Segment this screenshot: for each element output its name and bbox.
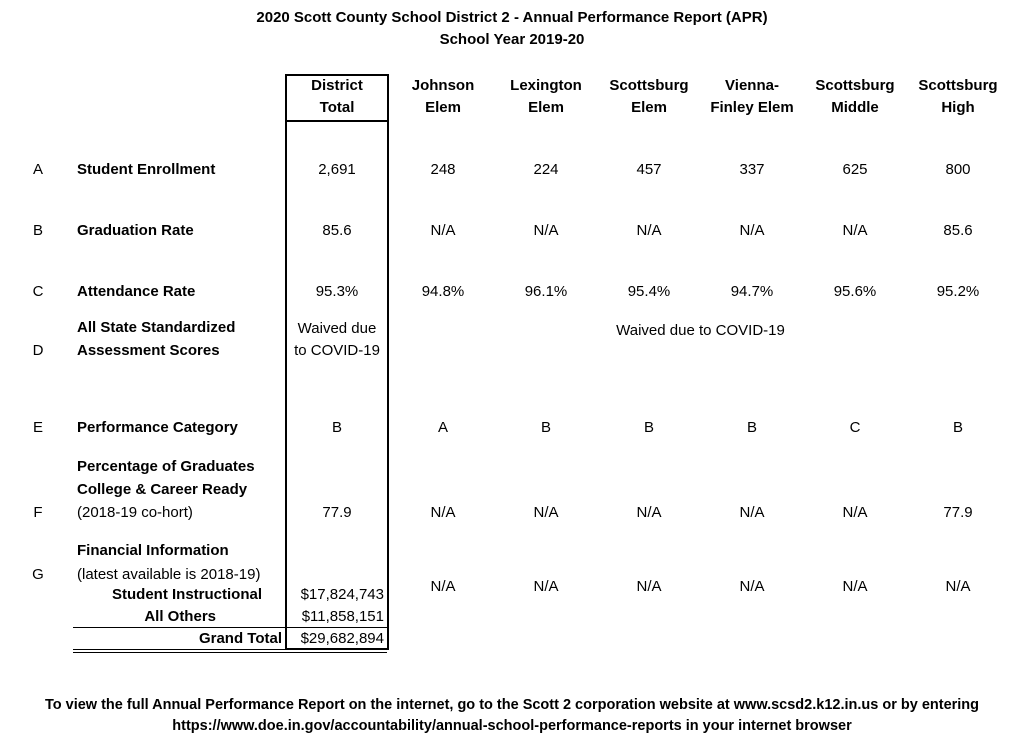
cell-f-scottsburg-elem: N/A <box>636 504 662 521</box>
row-letter-a: A <box>32 161 43 178</box>
cell-b-vienna-finley: N/A <box>739 222 765 239</box>
fin-label-all-others: All Others <box>144 608 216 625</box>
col-header-scottsburg-high <box>905 75 1011 119</box>
fin-label-instructional: Student Instructional <box>112 586 262 603</box>
cell-g-lexington: N/A <box>533 578 559 595</box>
fin-value-grand-total: $29,682,894 <box>300 630 384 647</box>
row-label-graduates-line3: (2018-19 co-hort) <box>77 504 193 521</box>
fin-label-grand-total: Grand Total <box>198 630 282 647</box>
cell-f-johnson: N/A <box>430 504 456 521</box>
cell-g-vienna-finley: N/A <box>739 578 765 595</box>
col-header-lexington <box>493 75 599 119</box>
col-header-johnson <box>390 75 496 119</box>
cell-f-lexington: N/A <box>533 504 559 521</box>
fin-value-instructional: $17,824,743 <box>300 586 384 603</box>
cell-b-scottsburg-high: 85.6 <box>943 222 973 239</box>
footer-line1: To view the full Annual Performance Report on the internet, go to the Scott 2 corporation website at www.scsd2.k12.in.us or by entering <box>44 697 980 713</box>
cell-b-lexington: N/A <box>533 222 559 239</box>
cell-b-district: 85.6 <box>322 222 352 239</box>
col-header-line1: Lexington <box>510 77 582 94</box>
col-header-line1: Scottsburg <box>815 77 895 94</box>
cell-d-schools-waived: Waived due to COVID-19 <box>616 322 785 339</box>
row-label-graduation-rate: Graduation Rate <box>77 222 194 239</box>
cell-a-vienna-finley: 337 <box>739 161 765 178</box>
col-header-scottsburg-elem <box>596 75 702 119</box>
row-letter-d: D <box>32 342 44 359</box>
grand-total-double-rule-2 <box>73 652 387 653</box>
cell-c-district: 95.3% <box>315 283 359 300</box>
footer-line2: https://www.doe.in.gov/accountability/annual-school-performance-reports in your internet browser <box>172 718 852 734</box>
col-header-line1: District <box>311 77 363 94</box>
row-label-attendance-rate: Attendance Rate <box>77 283 196 300</box>
row-letter-e: E <box>32 419 43 436</box>
cell-e-district: B <box>331 419 342 436</box>
row-label-performance-category: Performance Category <box>77 419 238 436</box>
report-title: 2020 Scott County School District 2 - Annual Performance Report (APR) <box>256 9 768 26</box>
col-header-line1: Scottsburg <box>609 77 689 94</box>
row-label-assessment-line2: Assessment Scores <box>77 342 220 359</box>
cell-c-lexington: 96.1% <box>524 283 568 300</box>
district-header-divider <box>285 120 389 122</box>
cell-c-johnson: 94.8% <box>421 283 465 300</box>
cell-c-scottsburg-elem: 95.4% <box>627 283 671 300</box>
col-header-scottsburg-middle <box>802 75 908 119</box>
row-label-graduates-line2: College & Career Ready <box>77 481 248 498</box>
row-label-graduates-line1: Percentage of Graduates <box>77 458 255 475</box>
cell-g-scottsburg-elem: N/A <box>636 578 662 595</box>
cell-f-vienna-finley: N/A <box>739 504 765 521</box>
col-header-line2: High <box>941 99 975 116</box>
col-header-line1: Scottsburg <box>918 77 998 94</box>
cell-d-district-line2: to COVID-19 <box>294 342 380 359</box>
cell-g-johnson: N/A <box>430 578 456 595</box>
cell-a-scottsburg-elem: 457 <box>636 161 662 178</box>
cell-c-scottsburg-middle: 95.6% <box>833 283 877 300</box>
row-label-enrollment: Student Enrollment <box>77 161 216 178</box>
cell-b-johnson: N/A <box>430 222 456 239</box>
cell-e-johnson: A <box>437 419 448 436</box>
cell-a-lexington: 224 <box>533 161 559 178</box>
cell-e-lexington: B <box>540 419 551 436</box>
row-letter-b: B <box>32 222 43 239</box>
report-subtitle: School Year 2019-20 <box>439 31 585 48</box>
cell-a-johnson: 248 <box>430 161 456 178</box>
cell-b-scottsburg-elem: N/A <box>636 222 662 239</box>
col-header-line2: Total <box>319 99 355 116</box>
col-header-line2: Finley Elem <box>710 99 794 116</box>
cell-d-district-line1: Waived due <box>297 320 377 337</box>
col-header-line2: Elem <box>425 99 461 116</box>
cell-e-scottsburg-elem: B <box>643 419 654 436</box>
grand-total-top-rule <box>73 627 387 628</box>
col-header-line1: Johnson <box>411 77 475 94</box>
cell-c-scottsburg-high: 95.2% <box>936 283 980 300</box>
col-header-district-total <box>284 75 390 119</box>
row-letter-c: C <box>32 283 44 300</box>
col-header-line2: Elem <box>528 99 564 116</box>
cell-a-scottsburg-high: 800 <box>945 161 971 178</box>
cell-c-vienna-finley: 94.7% <box>730 283 774 300</box>
row-label-assessment-line1: All State Standardized <box>77 319 236 336</box>
cell-f-district: 77.9 <box>322 504 352 521</box>
cell-b-scottsburg-middle: N/A <box>842 222 868 239</box>
col-header-vienna-finley <box>699 75 805 119</box>
cell-a-district: 2,691 <box>318 161 356 178</box>
cell-e-scottsburg-middle: C <box>849 419 861 436</box>
row-label-financial-line2: (latest available is 2018-19) <box>77 566 261 583</box>
cell-a-scottsburg-middle: 625 <box>842 161 868 178</box>
cell-f-scottsburg-middle: N/A <box>842 504 868 521</box>
cell-g-scottsburg-high: N/A <box>945 578 971 595</box>
cell-e-vienna-finley: B <box>746 419 757 436</box>
fin-value-all-others: $11,858,151 <box>301 608 384 625</box>
col-header-line2: Elem <box>631 99 667 116</box>
grand-total-double-rule-1 <box>73 649 387 650</box>
row-label-financial-line1: Financial Information <box>77 542 229 559</box>
cell-e-scottsburg-high: B <box>952 419 963 436</box>
col-header-line1: Vienna- <box>725 77 779 94</box>
col-header-line2: Middle <box>831 99 879 116</box>
cell-g-scottsburg-middle: N/A <box>842 578 868 595</box>
row-letter-g: G <box>32 566 44 583</box>
row-letter-f: F <box>33 504 43 521</box>
cell-f-scottsburg-high: 77.9 <box>943 504 973 521</box>
